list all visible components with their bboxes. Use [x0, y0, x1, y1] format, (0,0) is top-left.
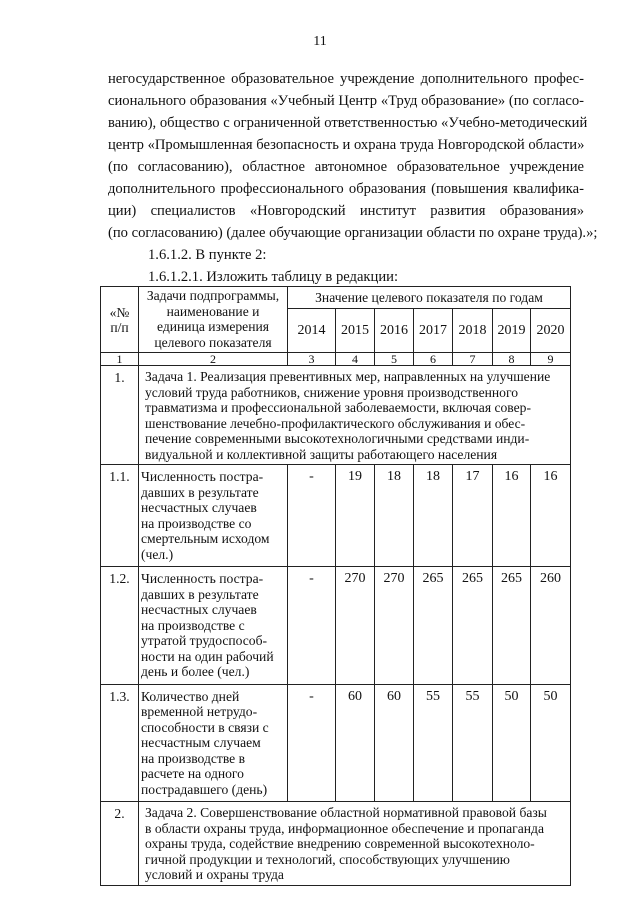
- paragraph-line: ции) специалистов «Новгородский институт развития образования»: [108, 203, 584, 219]
- table-row: [101, 465, 571, 567]
- task-line: травматизма и профессиональной заболеваемости, включая совер-: [145, 400, 532, 415]
- paragraph-line: сионального образования «Учебный Центр «Труд образование» (по согласо-: [108, 93, 584, 109]
- row-number: 2.: [101, 802, 139, 886]
- row-number: 1.2.: [101, 567, 139, 685]
- table-row: [101, 684, 571, 802]
- indicator-line: несчастных случаев: [141, 602, 257, 617]
- indicator-line: смертельным исходом: [141, 531, 270, 546]
- value-cell: -: [288, 465, 336, 567]
- indicator-line: Численность постра-: [141, 571, 264, 586]
- year-cell: 2019: [493, 309, 531, 353]
- value-cell: 18: [414, 465, 453, 567]
- paragraph-line: негосударственное образовательное учреждение дополнительного профес-: [108, 71, 584, 87]
- row-number: 1.1.: [101, 465, 139, 567]
- header-num-line: п/п: [110, 320, 129, 335]
- indicator-line: временной нетрудо-: [141, 704, 258, 719]
- indicator-table: [100, 286, 571, 886]
- indicator-line: несчастных случаев: [141, 500, 257, 515]
- indicator-line: день и более (чел.): [141, 664, 250, 679]
- column-number: 3: [288, 353, 336, 366]
- value-cell: 270: [336, 567, 375, 685]
- value-cell: -: [288, 567, 336, 685]
- indicator-line: Численность постра-: [141, 469, 264, 484]
- value-cell: 55: [414, 684, 453, 802]
- column-number: 5: [375, 353, 414, 366]
- indicator-line: давших в результате: [141, 484, 259, 500]
- column-number: 4: [336, 353, 375, 366]
- header-task-line: единица измерения: [156, 319, 270, 334]
- task-text: [139, 802, 571, 886]
- header-task-line: целевого показателя: [154, 334, 272, 350]
- task-line: печение современными высокотехнологичными средствами инди-: [145, 431, 530, 446]
- paragraph-line: центр «Промышленная безопасность и охрана труда Новгородской области»: [108, 137, 585, 153]
- column-number: 9: [531, 353, 571, 366]
- paragraph-line: (по согласованию) (далее обучающие организации области по охране труда).»;: [108, 225, 598, 241]
- value-cell: 60: [336, 684, 375, 802]
- indicator-line: ности на один рабочий: [141, 648, 274, 664]
- value-cell: 260: [531, 567, 571, 685]
- value-cell: 18: [375, 465, 414, 567]
- indicator-line: несчастным случаем: [141, 735, 261, 750]
- header-task-line: наименование и: [166, 303, 260, 319]
- paragraph-line: ванию), общество с ограниченной ответственностью «Учебно-методический: [108, 115, 588, 131]
- task-line: Задача 1. Реализация превентивных мер, направленных на улучшение: [145, 369, 551, 384]
- column-number-row: [101, 353, 571, 366]
- task-line: в области охраны труда, информационное обеспечение и пропаганда: [145, 820, 544, 836]
- subitem-heading: 1.6.1.2. В пункте 2:: [148, 247, 267, 263]
- year-cell: 2018: [453, 309, 493, 353]
- year-cell: 2015: [336, 309, 375, 353]
- column-number: 1: [101, 353, 139, 366]
- indicator-line: на производстве в: [141, 750, 246, 766]
- task-text: [139, 366, 571, 465]
- task-line: условий труда работников, снижение уровня производственного: [145, 384, 519, 400]
- column-number: 6: [414, 353, 453, 366]
- year-cell: 2020: [531, 309, 571, 353]
- year-cell: 2017: [414, 309, 453, 353]
- paragraph-line: (по согласованию), областное автономное образовательное учреждение: [108, 159, 584, 175]
- task-row: [101, 802, 571, 886]
- column-number: 7: [453, 353, 493, 366]
- indicator-line: на производстве со: [141, 515, 252, 531]
- task-line: охраны труда, содействие внедрению современной высокотехноло-: [145, 836, 535, 851]
- value-cell: 270: [375, 567, 414, 685]
- header-task: [139, 287, 288, 353]
- indicator-line: способности в связи с: [141, 719, 269, 735]
- value-cell: 19: [336, 465, 375, 567]
- task-row: [101, 366, 571, 465]
- subitem-heading: 1.6.1.2.1. Изложить таблицу в редакции:: [148, 269, 399, 285]
- indicator-line: пострадавшего (день): [141, 781, 268, 797]
- indicator-name: [139, 465, 288, 567]
- value-cell: 265: [414, 567, 453, 685]
- task-line: видуальной и коллективной защиты работающего населения: [145, 446, 498, 462]
- value-cell: -: [288, 684, 336, 802]
- header-num-line: «№: [109, 304, 130, 320]
- table-row: [101, 567, 571, 685]
- column-number: 2: [139, 353, 288, 366]
- indicator-name: [139, 567, 288, 685]
- paragraph-line: дополнительного профессионального образования (повышения квалифика-: [108, 181, 584, 197]
- value-cell: 265: [453, 567, 493, 685]
- indicator-line: утратой трудоспособ-: [141, 633, 268, 648]
- header-task-line: Задачи подпрограммы,: [146, 288, 280, 303]
- value-cell: 60: [375, 684, 414, 802]
- header-values: Значение целевого показателя по годам: [288, 287, 571, 309]
- page-number: 11: [313, 34, 327, 49]
- task-line: шенствование лечебно-профилактического обслуживания и обес-: [145, 415, 526, 431]
- indicator-line: давших в результате: [141, 586, 259, 602]
- task-line: условий и охраны труда: [145, 867, 284, 882]
- indicator-line: Количество дней: [141, 688, 240, 704]
- value-cell: 50: [493, 684, 531, 802]
- row-number: 1.3.: [101, 684, 139, 802]
- value-cell: 16: [531, 465, 571, 567]
- indicator-line: расчете на одного: [141, 766, 244, 781]
- indicator-line: на производстве с: [141, 617, 245, 633]
- year-cell: 2014: [288, 309, 336, 353]
- indicator-line: (чел.): [141, 546, 174, 562]
- year-cell: 2016: [375, 309, 414, 353]
- value-cell: 55: [453, 684, 493, 802]
- indicator-name: [139, 684, 288, 802]
- header-num: [101, 287, 139, 353]
- value-cell: 265: [493, 567, 531, 685]
- table-header-row: [101, 287, 571, 309]
- value-cell: 17: [453, 465, 493, 567]
- row-number: 1.: [101, 366, 139, 465]
- column-number: 8: [493, 353, 531, 366]
- task-line: гичной продукции и технологий, способствующих улучшению: [145, 851, 510, 867]
- value-cell: 16: [493, 465, 531, 567]
- value-cell: 50: [531, 684, 571, 802]
- task-line: Задача 2. Совершенствование областной нормативной правовой базы: [145, 805, 547, 820]
